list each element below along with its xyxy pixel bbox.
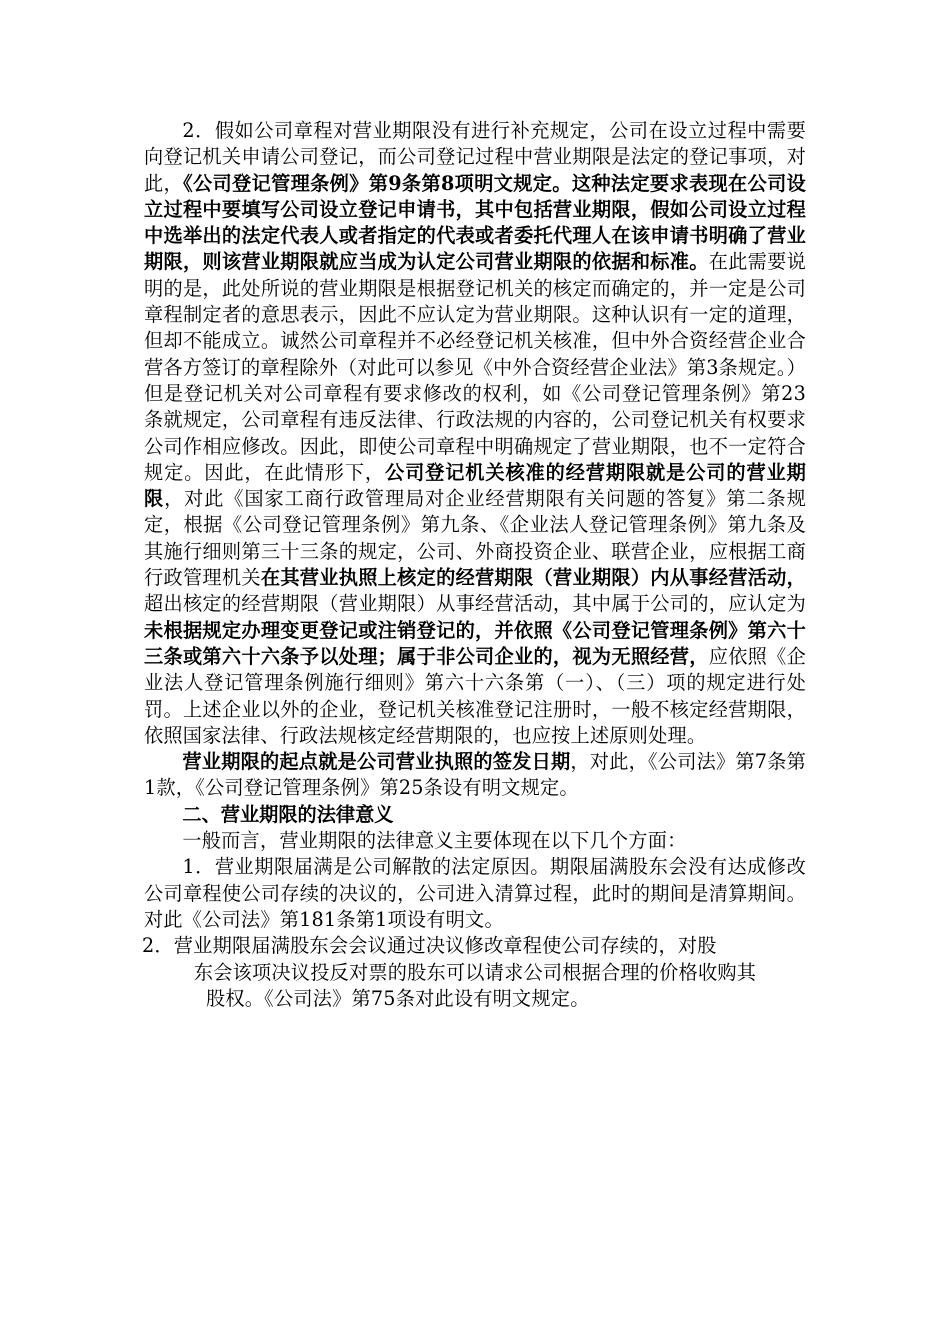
bold-text-run: 营业期限的起点就是公司营业执照的签发日期 — [182, 750, 571, 774]
text-run: 在此需要说明的是，此处所说的营业期限是根据登记机关的核定而确定的，并一定是公司章程制定者的意思表示，因此不应认定为营业期限。这种认识有一定的道理，但却不能成立。诚然公司章程并不必经登记机关核准，但中外合资经营企业合营各方签订的章程除外（对此可以参见《中外合资经营企业法》第3条规定。）但是登记机关对公司章程有要求修改的权利，如《公司登记管理条例》第23条就规定，公司章程有违反法律、行政法规的内容的，公司登记机关有权要求公司作相应修改。因此，即使公司章程中明确规定了营业期限，也不一定符合规定。因此，在此情形下， — [144, 250, 806, 484]
paragraph-item-2-line-1: 2．营业期限届满股东会会议通过决议修改章程使公司存续的，对股 — [142, 934, 717, 958]
paragraph-business-term-start — [144, 749, 806, 802]
paragraph-item-2-line-2: 东会该项决议投反对票的股东可以请求公司根据合理的价格收购其 — [193, 960, 757, 984]
text-run: 2．假如公司章程对营业期限没有进行补充规定，公司在设立过程中需要向登记机关申请公司登记，而公司登记过程中营业期限是法定的登记事项，对此， — [144, 119, 806, 195]
text-run: 超出核定的经营期限（营业期限）从事经营活动，其中属于公司的，应认定为 — [144, 592, 806, 616]
text-run: ，对此《国家工商行政管理局对企业经营期限有关问题的答复》第二条规定，根据《公司登记管理条例》第九条、《企业法人登记管理条例》第九条及其施行细则第三十三条的规定，公司、外商投资企业、联营企业，应根据工商行政管理机关 — [144, 487, 807, 590]
bold-text-run: 《公司登记管理条例》第9条第8项明文规定。这种法定要求表现在公司设立过程中要填写公司设立登记申请书，其中包括营业期限，假如公司设立过程中选举出的法定代表人或者指定的代表或者委托代理人在该申请书明确了营业期限，则该营业期限就应当成为认定公司营业期限的依据和标准。 — [144, 171, 807, 274]
bold-text-run: 未根据规定办理变更登记或注销登记的，并依照《公司登记管理条例》第六十三条或第六十六条予以处理；属于非公司企业的，视为无照经营， — [144, 618, 806, 668]
paragraph-intro: 一般而言，营业期限的法律意义主要体现在以下几个方面： — [182, 829, 687, 853]
paragraph-item-1: 1．营业期限届满是公司解散的法定原因。期限届满股东会没有达成修改公司章程使公司存续的决议的，公司进入清算过程，此时的期间是清算期间。对此《公司法》第181条第1项设有明文。 — [144, 855, 806, 931]
document-page — [144, 118, 806, 1012]
text-run: 应依照《企业法人登记管理条例施行细则》第六十六条第（一）、（三）项的规定进行处罚。上述企业以外的企业，登记机关核准登记注册时，一般不核定经营期限，依照国家法律、行政法规核定经营期限的，也应按上述原则处理。 — [144, 644, 806, 747]
paragraph-business-term-registration — [144, 118, 806, 749]
paragraph-item-2-line-3: 股权。《公司法》第75条对此设有明文规定。 — [206, 986, 590, 1010]
bold-text-run: 公司登记机关核准的经营期限就是公司的营业期限 — [144, 460, 806, 511]
section-heading: 二、营业期限的法律意义 — [182, 802, 394, 826]
text-run: ，对此，《公司法》第7条第1款，《公司登记管理条例》第25条设有明文规定。 — [144, 750, 806, 800]
bold-text-run: 在其营业执照上核定的经营期限（营业期限）内从事经营活动， — [260, 566, 806, 590]
